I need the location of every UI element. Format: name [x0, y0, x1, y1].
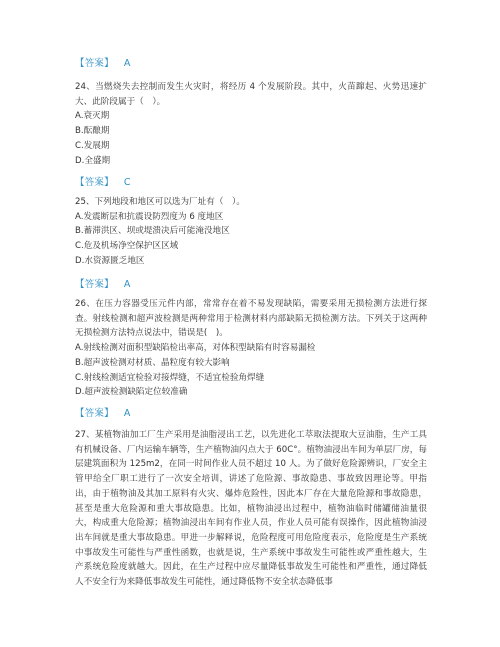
- question-24: [75, 80, 427, 168]
- answer-value: A: [123, 58, 131, 69]
- option-d: D.全盛期: [75, 155, 111, 166]
- answer-value: A: [123, 279, 131, 290]
- answer-line: [75, 174, 131, 188]
- answer-label: 【答案】: [75, 279, 114, 290]
- question-stem: 26、在压力容器受压元件内部，常常存在着不易发现缺陷，需要采用无损检测方法进行探查。射线检测和超声波检测是两种常用于检测材料内部缺陷无损检测方法。下列关于这两种无损检测方法特点说法中，错误是( )。: [75, 299, 427, 339]
- option-d: D.超声波检测缺陷定位较准确: [75, 387, 188, 398]
- option-b: B.超声波检测对材质、晶粒度有较大影响: [75, 357, 230, 368]
- answer-label: 【答案】: [75, 58, 114, 69]
- option-a: A.发震断层和抗震设防烈度为 6 度地区: [75, 211, 224, 222]
- answer-line: [75, 276, 131, 290]
- question-27: [75, 428, 427, 590]
- option-c: C.发展期: [75, 140, 110, 151]
- option-d: D.水资源匮乏地区: [75, 255, 145, 266]
- question-25: [75, 195, 427, 269]
- option-c: C.危及机场净空保护区区域: [75, 241, 179, 252]
- option-a: A.衰灭期: [75, 111, 110, 122]
- answer-label: 【答案】: [75, 408, 114, 419]
- option-c: C.射线检测适宜检验对接焊缝，不适宜检验角焊缝: [75, 372, 265, 383]
- question-stem: 24、当燃烧失去控制而发生火灾时，将经历 4 个发展阶段。其中，火苗蹿起、火势迅速扩大、此阶段属于（ ）。: [75, 82, 427, 107]
- question-stem: 27、某植物油加工厂生产采用是油脂浸出工艺，以先进化工萃取法提取大豆油脂，生产工具有机械设备、厂内运输车辆等，生产植物油闪点大于 60C°。植物油浸出车间为单层厂房，每层建筑面积为 125m2，在同一时间作业人员不超过 10 人。为了做好危险源辨识，厂安全主管甲给全厂职工进行了一次安全培训，讲述了危险源、事故隐患、事故致因理论等。甲指出，由于植物油及其加工原料有火灾、爆炸危险性，因此本厂存在大量危险源和事故隐患，甚至是重大危险源和重大事故隐患。比如，植物油浸出过程中，植物油临时储罐储油量很大，构成重大危险源；植物油浸出车间有作业人员，作业人员可能有误操作，因此植物油浸出车间就是重大事故隐患。甲进一步解释说，危险程度可用危险度表示，危险度是生产系统中事故发生可能性与严重性函数，也就是说，生产系统中事故发生可能性或严重性越大，生产系统危险度就越大。因此，在生产过程中应尽量降低事故发生可能性和严重性，通过降低人不安全行为来降低事故发生可能性，通过降低物不安全状态降低事: [75, 430, 427, 588]
- answer-value: C: [123, 177, 131, 188]
- question-26: [75, 297, 427, 400]
- answer-line: [75, 55, 131, 69]
- question-stem: 25、下列地段和地区可以选为厂址有（ ）。: [75, 197, 245, 207]
- answer-value: A: [123, 408, 131, 419]
- answer-line: [75, 405, 131, 419]
- option-b: B.酝酿期: [75, 126, 110, 137]
- answer-label: 【答案】: [75, 177, 114, 188]
- option-a: A.射线检测对面积型缺陷检出率高，对体积型缺陷有时容易漏检: [75, 343, 316, 354]
- option-b: B.蓄滞洪区、坝或堤溃决后可能淹没地区: [75, 226, 230, 237]
